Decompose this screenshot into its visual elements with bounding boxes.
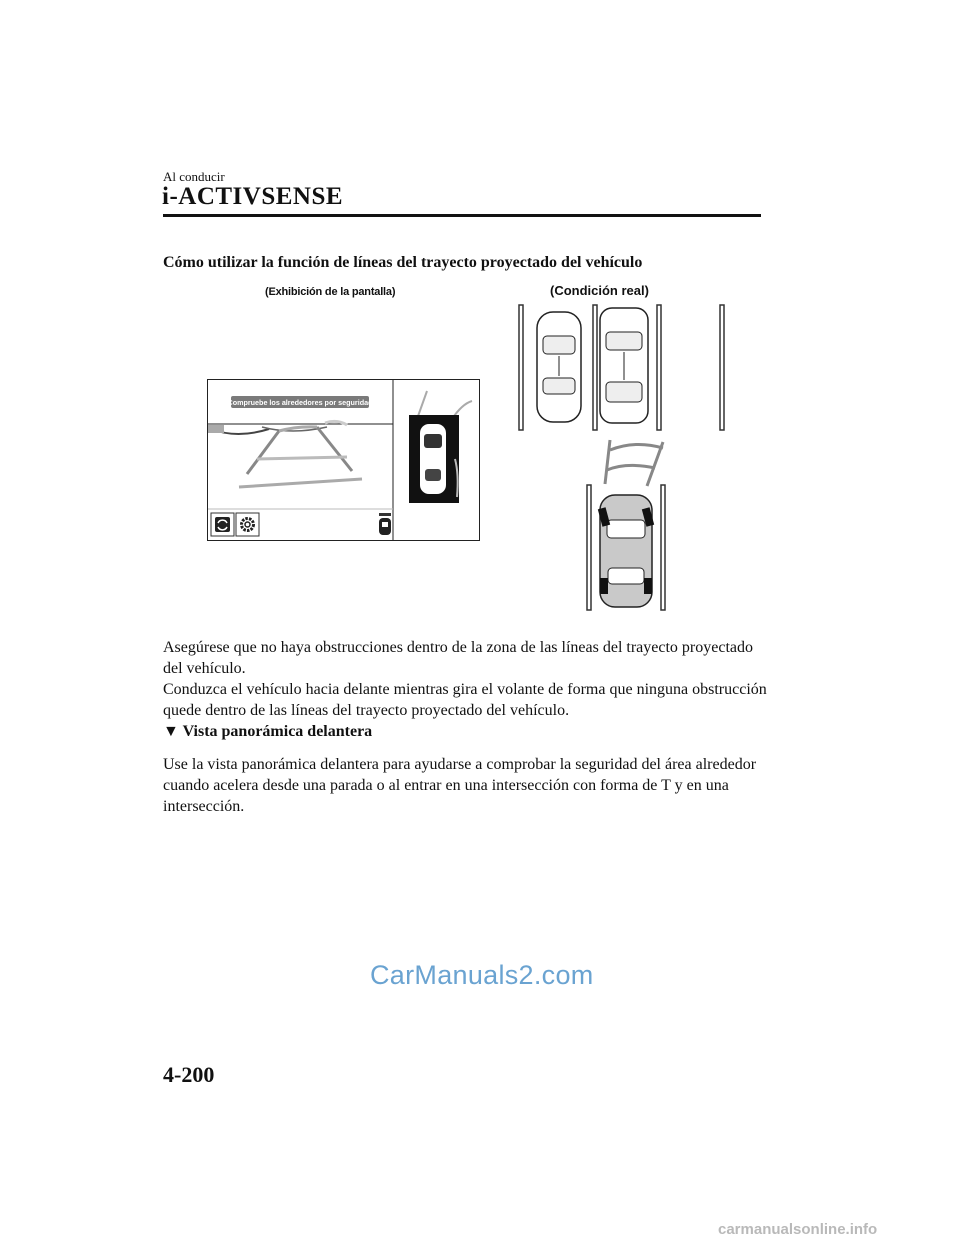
footer-watermark[interactable]: carmanualsonline.info [718, 1221, 878, 1238]
chapter-title: i-ACTIVSENSE [162, 183, 344, 210]
section-heading-2 [163, 723, 372, 741]
paragraph-1: Asegúrese que no haya obstrucciones dentro de la zona de las líneas del trayecto proyectado del vehículo. [163, 639, 753, 677]
triangle-marker-icon: ▼ [163, 723, 179, 740]
actual-condition-illustration [515, 300, 730, 616]
watermark[interactable]: CarManuals2.com [370, 960, 594, 990]
sub-heading: Cómo utilizar la función de líneas del trayecto proyectado del vehículo [163, 254, 643, 271]
actual-caption: (Condición real) [550, 283, 649, 298]
section-heading-2-text: Vista panorámica delantera [182, 723, 373, 740]
maneuvering-car [598, 495, 654, 607]
parked-car-right [600, 308, 648, 423]
page-number: 4-200 [163, 1062, 215, 1087]
section-label: Al conducir [163, 169, 225, 184]
header-rule [163, 214, 761, 217]
paragraph-2: Conduzca el vehículo hacia delante mientras gira el volante de forma que ninguna obstrucción quede dentro de las líneas del trayecto proyectado del vehículo. [163, 681, 767, 719]
paragraph-3: Use la vista panorámica delantera para ayudarse a comprobar la seguridad del área alrededor cuando acelera desde una parada o al entrar en una intersección con forma de T y en una intersección. [163, 756, 757, 815]
camera-switch-icon[interactable] [211, 513, 234, 536]
screen-caption: (Exhibición de la pantalla) [265, 286, 396, 298]
gear-icon[interactable] [236, 513, 259, 536]
screen-display-illustration [207, 379, 480, 542]
warning-banner-text: Compruebe los alrededores por seguridad [227, 398, 373, 407]
parked-car-left [537, 312, 581, 422]
